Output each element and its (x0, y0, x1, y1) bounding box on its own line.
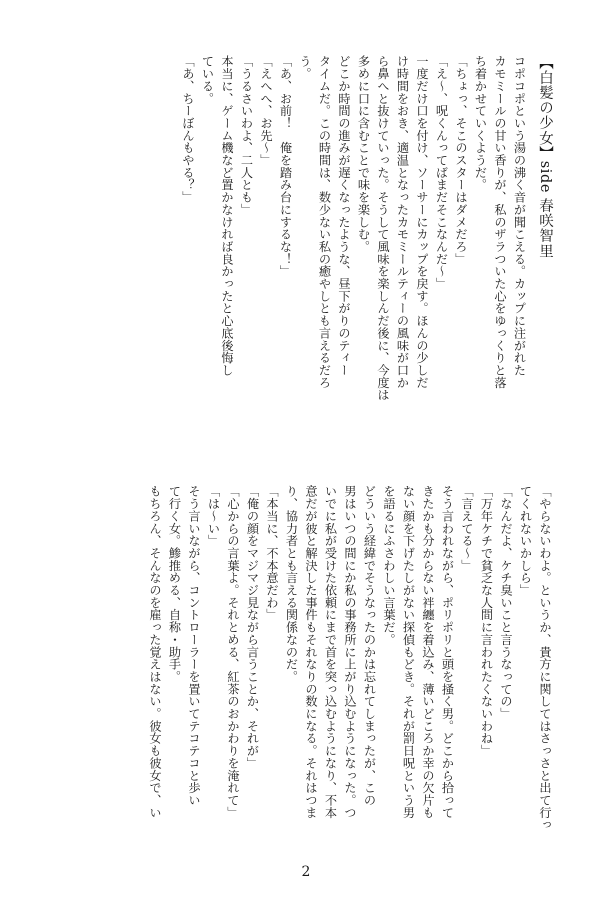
text-line: カモミールの甘い香りが、私のザラついた心をゆっくりと落 (493, 55, 507, 389)
text-line: どういう経緯でそうなったのかは忘れてしまったが、この (362, 485, 377, 807)
text-line: ち着かせていくようだ。 (473, 55, 488, 191)
text-line: 「え〜、呪くんってばまだそこなんだ〜」 (434, 55, 449, 290)
text-line: いでに私が受けた依頼にまで首を突っ込むようになり、不本 (323, 485, 338, 819)
text-line: タイムだ。この時間は、数少ない私の癒やしとも言えるだろ (317, 55, 332, 389)
chapter-title: 【白髪の少女】side 春咲智里 (537, 55, 553, 259)
text-line: ない顔を下げたしがない探偵もどき。それが罰日呪という男 (401, 485, 416, 819)
text-line: ら鼻へと抜けていった。そうして風味を楽しんだ後に、今度は (376, 55, 390, 401)
text-line: 「あ、ちーぼんもやる？」 (181, 55, 195, 204)
top-text-block (64, 55, 554, 411)
text-line: そう言われながら、ポリポリと頭を掻く男。どこから拾って (440, 485, 455, 819)
text-line: てくれないかしら」 (518, 485, 533, 597)
text-line: コポコポという湯の沸く音が聞こえる。カップに注がれた (512, 55, 527, 377)
text-line: 「なんだよ、ケチ臭いこと言うなっての」 (499, 485, 513, 720)
text-line: ている。 (200, 55, 215, 105)
text-line: 意だが彼と解決した事件もそれなりの数になる。それはつま (304, 485, 318, 819)
text-line: 「本当に、不本意だわ」 (265, 485, 279, 621)
text-line: け時間をおき、適温となったカモミールティーの風味が口か (395, 55, 410, 389)
text-line: 「あ、お前！ 俺を踏み台にするな！」 (278, 55, 293, 278)
text-line: 本当に、ゲーム機など置かなければ良かったと心底後悔し (220, 55, 234, 377)
text-line: 多めに口に含むことで味を楽しむ。 (356, 55, 371, 253)
text-line: 「万年ケチで貧乏な人間に言われたくないわね」 (479, 485, 494, 757)
text-line: 「やらないわよ。というか、貴方に関してはさっさと出て行っ (538, 485, 552, 831)
text-line: 「心からの言葉よ。それとめる、紅茶のおかわりを淹れて」 (226, 485, 240, 819)
text-line: て行く女。鯵推める、自称・助手。 (167, 485, 182, 683)
text-line: 「ちょっ、そこのスターはダメだろ」 (454, 55, 468, 265)
text-line: 「言えてる〜」 (460, 485, 474, 572)
text-line: 男はいつの間にか私の事務所に上がり込むようになった。つ (343, 485, 357, 819)
text-line: 「うるさいわよ、二人とも」 (239, 55, 254, 216)
text-line: り、協力者とも言える関係なのだ。 (284, 485, 299, 683)
text-line: 「は〜い」 (206, 485, 221, 547)
text-line: 一度だけ口を付け、ソーサーにカップを戻す。ほんの少しだ (415, 55, 429, 389)
title-spacer (529, 55, 535, 411)
text-line: 「俺の顔をマジマジ見ながら言うことか、それが」 (245, 485, 260, 770)
page-number: 2 (301, 864, 311, 880)
text-line: を語るにふさわしい言葉だ。 (382, 485, 396, 646)
text-line: う。 (298, 55, 312, 80)
text-line: そう言いながら、コントローラーを置いてテコテコと歩い (187, 485, 201, 807)
text-line: どこか時間の進みが遅くなったような、昼下がりのティー (337, 55, 351, 377)
bottom-text-block (64, 485, 554, 845)
text-line: もちろん、そんなのを雇った覚えはない。彼女も彼女で、い (148, 485, 162, 819)
text-line: 「えへへ、お先〜」 (259, 55, 273, 167)
text-line: きたかも分からない袢纏を着込み、薄いどころか幸の欠片も (421, 485, 435, 819)
